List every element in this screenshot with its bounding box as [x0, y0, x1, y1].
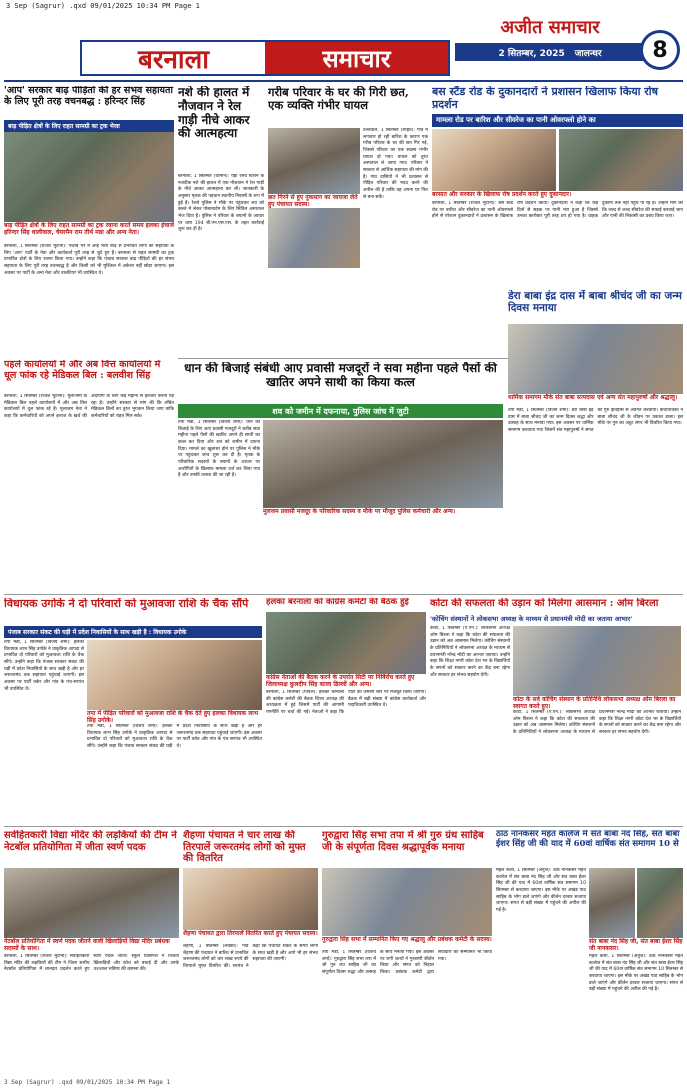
article-body: टल्लेवाल, 1 सितम्बर (रोहित): गांव में लगातार हो रही बारिश के कारण एक गरीब परिवार के घर की छत गिर गई, जिससे परिवार का एक सदस्य गंभीर घायल हो गया। घायल को तुरंत अस्पताल ले जाया गया। परिवार ने सरकार से आर्थिक सहायता की मांग की है। गांव वासियों ने भी प्रशासन से पीड़ित परिवार की मदद करने की अपील की है ताकि वह अपना घर फिर से बना सकें। — [363, 128, 428, 200]
brand-left-text: बरनाला — [82, 42, 265, 74]
photo-kota-welcome — [513, 626, 681, 696]
photo-cheque-handover — [87, 640, 262, 710]
article-body: कोटा, 1 सितम्बर (ए.एन.): लोकसभा अध्यक्ष ओम बिरला ने कहा कि कोटा की सफलता की उड़ान को अब आसमान मिलेगा। कोचिंग संस्थानों के प्रतिनिधियों ने लोकसभा अध्यक्ष के माध्यम से प्रधानमंत्री नरेन्द्र मोदी का आभार जताया। उन्होंने कहा कि शिक्षा नगरी कोटा देश भर के विद्यार्थियों के सपनों को साकार करने का केंद्र बना रहेगा और सरकार हर संभव सहयोग देगी। — [430, 626, 510, 678]
article-tarpaulin-distribution — [183, 830, 318, 1075]
headline: 'आप' सरकार बाढ़ पीड़ितों की हर संभव सहायता के लिए पूरी तरह वचनबद्ध : हरिन्दर सिंह — [4, 86, 173, 107]
photo-strip: मामला रोड पर बारिश और सीवरेज का पानी ओवरफ्लो होने का — [432, 114, 683, 127]
caption: कांग्रेस नेताओं की बैठक करने के उपरांत सिटी पर निर्विरोध करते हुए जिलाध्यक्ष कुलदीप सिंह काला ढिल्लों और अन्य। — [266, 674, 415, 689]
photo-collapsed-roof — [268, 128, 360, 194]
photo-gurudwara-honour — [322, 868, 492, 936]
caption: नेटबॉल प्रतियोगिता में स्वर्ण पदक जीतने वाली खिलाड़ियों विद्या मंदिर प्रबंधक सदस्यों के साथ। — [4, 938, 170, 953]
date-bar — [455, 43, 645, 61]
article-body: बरनाला, 1 सितम्बर (राजेश भुटानी): सर्वहितकारी विद्या मंदिर की लड़कियों की टीम ने जिला स्तरीय नेटबॉल प्रतियोगिता में शानदार प्रदर्शन करते हुए स्वर्ण पदक जीता। स्कूल प्रिंसिपल ने विजेता खिलाड़ियों और कोच को बधाई दी और उनके उज्ज्वल भविष्य की कामना की। — [4, 954, 179, 973]
photo-netball-team — [4, 868, 179, 938]
print-footer-line: 3 Sep (Sagrur) .qxd 09/01/2025 10:34 PM Page 1 — [4, 1079, 171, 1086]
print-meta-line: 3 Sep (Sagrur) .qxd 09/01/2025 10:34 PM Page 1 — [6, 2, 200, 10]
photo-crime-scene — [263, 420, 503, 508]
issue-date: 2 सितम्बर, 2025 — [498, 48, 565, 59]
paper-info — [455, 15, 645, 70]
caption: कोटा के सर्व कोचिंग संस्थान के प्रतिनिधि लोकसभा अध्यक्ष ओम बिरला का स्वागत करते हुए। — [513, 696, 676, 710]
article-aap-flood-relief — [4, 86, 174, 356]
caption: छत गिरने से हुए नुकसान का जायजा लेते हुए पंचायत सदस्य। — [268, 194, 358, 208]
article-roof-collapse — [268, 86, 428, 346]
headline: नशे की हालत में नौजवान ने रेल गाड़ी नीचे आकर की आत्महत्या — [178, 86, 250, 141]
article-body: महल कलां, 1 सितम्बर (अनुज): ठाठ नानकसर महंत कालेज में संत बाबा नंद सिंह जी और संत बाबा ईशर सिंह जी की याद में 60वां वार्षिक संत समागम 10 सितम्बर से करवाया जाएगा। इस मौके पर अखंड पाठ साहिब के भोग डाले जाएंगे और कीर्तन दरबार सजाया जाएगा। संगत से बड़ी संख्या में पहुंचने की अपील की गई है। — [496, 868, 586, 913]
section-divider — [4, 826, 683, 827]
edition-city: जालन्धर — [574, 48, 602, 59]
page-number: 8 — [640, 30, 680, 70]
article-kota-om-birla — [430, 598, 683, 823]
article-body: बरनाला, 1 सितम्बर (गोयल): हलका बरनाला की कांग्रेस कमेटी की बैठक जिला अध्यक्ष की अध्यक्षता में हुई जिसमें पार्टी की आगामी रणनीति पर चर्चा की गई। नेताओं ने कहा कि पार्टी को जमीनी स्तर पर मजबूत किया जाएगा। बैठक में बड़ी संख्या में कांग्रेस कार्यकर्ता और पदाधिकारी उपस्थित थे। — [266, 690, 426, 715]
article-body: बरनाला, 1 सितम्बर (राजेश भुटानी): मुलाजमों के मेडिकल बिल पहले कार्यालयों में और अब वित्त कार्यालयों में धूल फांक रहे हैं। मुलाजम नेता ने कहा कि कर्मचारियों को अपने इलाज के खर्च की अदायगी के लिए कई महीनों से इंतजार करना पड़ रहा है। उन्होंने सरकार से मांग की कि लंबित मेडिकल बिलों का तुरंत भुगतान किया जाए ताकि कर्मचारियों को राहत मिल सके। — [4, 394, 174, 419]
article-body-continued: कोटा, 1 सितम्बर (ए.एन.): लोकसभा अध्यक्ष ओम बिरला ने कहा कि कोटा की सफलता की उड़ान को अब आसमान मिलेगा। कोचिंग संस्थानों के प्रतिनिधियों ने लोकसभा अध्यक्ष के माध्यम से प्रधानमंत्री नरेन्द्र मोदी का आभार जताया। उन्होंने कहा कि शिक्षा नगरी कोटा देश भर के विद्यार्थियों के सपनों को साकार करने का केंद्र बना रहेगा और सरकार हर संभव सहयोग देगी। — [513, 710, 681, 735]
section-divider — [4, 594, 683, 595]
caption: बाढ़ पीड़ित क्षेत्रों के लिए राहत सामग्री का ट्रक रवाना करते समय हलका इंचार्ज हरिन्दर सिंह धालीवाल, चेयरमैन राम तीर्थ मन्ना और अन्य नेता। — [4, 222, 174, 237]
headline: गुरुद्वारा सिंह सभा तपा में श्री गुरु ग्रंथ साहिब जी के संपूर्णता दिवस श्रद्धापूर्वक मनाया — [322, 830, 484, 853]
headline: पहले कार्यालयों में और अब वित्त कार्यालयों में धूल फांक रहे मेडिकल बिल : बलवीश सिंह — [4, 360, 161, 381]
article-body: बरनाला, 1 सितम्बर (धीमान): यहां रेलवे स्टेशन के नजदीक नशे की हालत में एक नौजवान ने रेल गाड़ी के नीचे आकर आत्महत्या कर ली। जानकारी के अनुसार मृतक की पहचान स्थानीय निवासी के रूप में हुई है। रेलवे पुलिस ने मौके पर पहुंचकर शव को कब्जे में लेकर पोस्टमार्टम के लिए सिविल अस्पताल भेज दिया है। पुलिस ने परिवार के बयानों के आधार पर धारा 194 बी.एन.एस.एस. के तहत कार्रवाई शुरू कर दी है। — [178, 174, 264, 233]
portrait-sant-nand-singh — [589, 868, 635, 938]
headline: हलका बरनाला को कांग्रेस कमेटी की बैठक हुई — [266, 598, 409, 607]
headline: शैहणा पंचायत ने चार लाख की तिरपालें जरूरतमंद लोगों को मुफ्त की वितरित — [183, 830, 306, 864]
headline: सर्वहितकारी विद्या मंदिर की लड़कियों की टीम ने नेटबॉल प्रतियोगिता में जीता स्वर्ण पदक — [4, 830, 177, 853]
caption: संत बाबा नंद सिंह जी, संत बाबा ईशर सिंह जी नानकसर। — [589, 938, 683, 953]
article-body: बरनाला, 1 सितम्बर (राजेश भुटानी): पंजाब भर में आई भारी बाढ़ से प्रभावित लोगों की सहायता के लिए 'आप' पार्टी के नेता और कार्यकर्ता पूरी तरह से जुटे हुए हैं। बरनाला से राहत सामग्री का ट्रक प्रभावित क्षेत्रों के लिए रवाना किया गया। उन्होंने कहा कि पंजाब सरकार बाढ़ पीड़ितों की हर संभव सहायता के लिए पूरी तरह वचनबद्ध है और किसी को भी मुश्किल में अकेला नहीं छोड़ा जाएगा। इस अवसर पर पार्टी के अन्य नेता और वालंटियर भी उपस्थित थे। — [4, 244, 174, 276]
article-body: तपा मंडी, 1 सितम्बर (विजय शर्मा): डेरा बाबा इंद्र दास में बाबा श्रीचंद जी का जन्म दिवस श्रद्धा और उत्साह के साथ मनाया गया। इस अवसर पर धार्मिक समागम करवाया गया जिसमें संत महापुरुषों ने संगत को गुरु इतिहास से अवगत करवाया। कथावाचकों ने बाबा श्रीचंद जी के जीवन पर प्रकाश डाला। इस मौके पर गुरु का अटूट लंगर भी वितरित किया गया। — [508, 408, 683, 433]
photo-protest-1 — [432, 129, 556, 191]
article-body: बरनाला, 1 सितम्बर (राजेश भुटानी): बस स्टैंड रोड पर बारिश और सीवरेज का पानी ओवरफ्लो होने से परेशान दुकानदारों ने प्रशासन के खिलाफ रोष प्रदर्शन किया। दुकानदारों ने कहा कि कई दिनों से सड़क पर पानी भरा हुआ है जिससे उनका कारोबार पूरी तरह ठप हो गया है। ग्राहक दुकानों तक नहीं पहुंच पा रहे हैं। उन्होंने मांग की कि जल्द से जल्द सीवरेज की सफाई करवाई जाए और पानी की निकासी का प्रबंध किया जाए। — [432, 201, 683, 220]
article-body-continued: तपा मंडी, 1 सितम्बर (विजय शर्मा): हलका विधायक लाभ सिंह उगोके ने प्राकृतिक आपदा से प्रभावित दो परिवारों को मुआवजा राशि के चैक सौंपे। उन्होंने कहा कि पंजाब सरकार संकट की घड़ी में प्रदेश निवासियों के साथ खड़ी है और हर जरूरतमंद तक सहायता पहुंचाई जाएगी। इस अवसर पर पार्टी वर्कर और गांव के पंच-सरपंच भी उपस्थित थे। — [87, 724, 262, 749]
article-nanaksar-samagam — [496, 830, 683, 1075]
headline: धान की बिजाई संबंधी आए प्रवासी मजदूरों ने सवा महीना पहले पैसों की खातिर अपने साथी का किया कत्ल — [184, 362, 497, 389]
photo-strip: बाढ़ पीड़ित क्षेत्रों के लिए राहत सामग्री का ट्रक भेजा — [4, 120, 174, 132]
article-body: शैहणा, 1 सितम्बर (लक्की): गांव शैहणा की पंचायत ने बारिश से प्रभावित जरूरतमंद लोगों को चार लाख रुपये की तिरपालें मुफ्त वितरित कीं। सरपंच ने कहा कि पंचायत संकट के समय लोगों के साथ खड़ी है और आगे भी हर संभव सहायता की जाएगी। — [183, 944, 318, 969]
subheadline: 'कोचिंग संस्थानों ने लोकसभा अध्यक्ष के माध्यम से प्रधानमंत्री मोदी का जताया आभार' — [430, 615, 633, 623]
article-congress-meeting — [266, 598, 426, 823]
photo-tarpaulin-handout — [183, 868, 318, 930]
caption: धार्मिक समागम मौके संत बाबा सत्यदास एवं अन्य संत महापुरुषों और श्रद्धालु। — [508, 394, 678, 401]
masthead-rule — [4, 80, 683, 82]
article-body: तपा मंडी, 1 सितम्बर (विजय शर्मा): गुरुद्वारा सिंह सभा तपा में श्री गुरु ग्रंथ साहिब जी का संपूर्णता दिवस श्रद्धा और उत्साह के साथ मनाया गया। इस अवसर पर रागी जत्थों ने गुरबाणी कीर्तन किया और संगत को निहाल किया। प्रबंधक कमेटी द्वारा सेवादारों को सम्मानित भी किया गया। — [322, 950, 492, 975]
caption: बरसात और सरकार के खिलाफ रोष प्रदर्शन करते हुए दुकानदार। — [432, 191, 572, 198]
caption: गुरुद्वारा सिंह सभा में सम्मानित किए गए श्रद्धालु और प्रबंधक कमेटी के सदस्य। — [322, 936, 492, 943]
brand-right-text: समाचार — [265, 42, 448, 74]
photo-strip: शव को जमीन में दफनाया, पुलिस जांच में जुटी — [178, 404, 503, 418]
photo-damage-inspection — [268, 208, 360, 268]
photo-congress-meeting — [266, 612, 426, 674]
article-baba-shrichand — [508, 290, 683, 590]
caption: शैहणा पंचायत द्वारा तिरपालें वितरित करते हुए पंचायत सदस्य। — [183, 930, 318, 937]
article-bus-stand-protest — [432, 86, 683, 276]
photo-religious-gathering — [508, 324, 683, 394]
article-medical-bills — [4, 360, 174, 590]
article-netball-gold — [4, 830, 179, 1075]
headline: विधायक उगोके ने दो परिवारों को मुआवजा राशि के चैक सौंपे — [4, 598, 249, 610]
article-body: तपा मंडी, 1 सितम्बर (विजय शर्मा): हलका विधायक लाभ सिंह उगोके ने प्राकृतिक आपदा से प्रभावित दो परिवारों को मुआवजा राशि के चैक सौंपे। उन्होंने कहा कि पंजाब सरकार संकट की घड़ी में प्रदेश निवासियों के साथ खड़ी है और हर जरूरतमंद तक सहायता पहुंचाई जाएगी। इस अवसर पर पार्टी वर्कर और गांव के पंच-सरपंच भी उपस्थित थे। — [4, 640, 84, 692]
brand-block — [80, 40, 450, 76]
article-train-suicide — [178, 86, 264, 356]
caption: मुलजम प्रवासी मजदूर के परिवारिक सदस्य व मौके पर मौजूद पुलिस कर्मचारी और अन्य। — [263, 508, 456, 515]
headline: कोटा की सफलता की उड़ान को मिलेगा आसमान : ओम बिरला — [430, 598, 659, 609]
headline: बस स्टैंड रोड के दुकानदारों ने प्रशासन खिलाफ किया रोष प्रदर्शन — [432, 86, 658, 111]
headline: डेरा बाबा इंद्र दास में बाबा श्रीचंद जी का जन्म दिवस मनाया — [508, 290, 682, 315]
caption: तपा में पीड़ित परिवारों को मुआवजा राशि के चैक देते हुए हलका विधायक लाभ सिंह उगोके। — [87, 710, 259, 724]
photo-relief-truck — [4, 132, 174, 222]
headline: गरीब परिवार के घर की गिरी छत, एक व्यक्ति गंभीर घायल — [268, 86, 409, 113]
article-mla-compensation — [4, 598, 262, 823]
masthead — [0, 0, 687, 80]
headline: ठाठ नानकसर महंत कालेज में संत बाबा नंद सिंह, संत बाबा ईशर सिंह जी की याद में 60वां वार्षिक संत समागम 10 से — [496, 830, 680, 849]
article-body-continued: महल कलां, 1 सितम्बर (अनुज): ठाठ नानकसर महंत कालेज में संत बाबा नंद सिंह जी और संत बाबा ईशर सिंह जी की याद में 60वां वार्षिक संत समागम 10 सितम्बर से करवाया जाएगा। इस मौके पर अखंड पाठ साहिब के भोग डाले जाएंगे और कीर्तन दरबार सजाया जाएगा। संगत से बड़ी संख्या में पहुंचने की अपील की गई है। — [589, 954, 683, 993]
paper-name: अजीत समाचार — [500, 17, 600, 38]
photo-protest-2 — [559, 129, 683, 191]
article-gurudwara-tapa — [322, 830, 492, 1075]
photo-strip: पंजाब सरकार संकट की घड़ी में प्रदेश निवासियों के साथ खड़ी है : विधायक उगोके — [4, 626, 262, 638]
article-migrant-murder — [178, 362, 503, 592]
portrait-sant-ishar-singh — [637, 868, 683, 938]
article-body: तपा मंडी, 1 सितम्बर (विजय शर्मा): धान की बिजाई के लिए आए प्रवासी मजदूरों ने करीब सवा महीना पहले पैसों की खातिर अपने ही साथी का कत्ल कर दिया और शव को जमीन में दफना दिया। मामले का खुलासा होने पर पुलिस ने मौके पर पहुंचकर जांच शुरू कर दी है। मृतक के परिवारिक सदस्यों के बयानों के आधार पर आरोपियों के खिलाफ मामला दर्ज कर लिया गया है और उनकी तलाश की जा रही है। — [178, 420, 260, 479]
